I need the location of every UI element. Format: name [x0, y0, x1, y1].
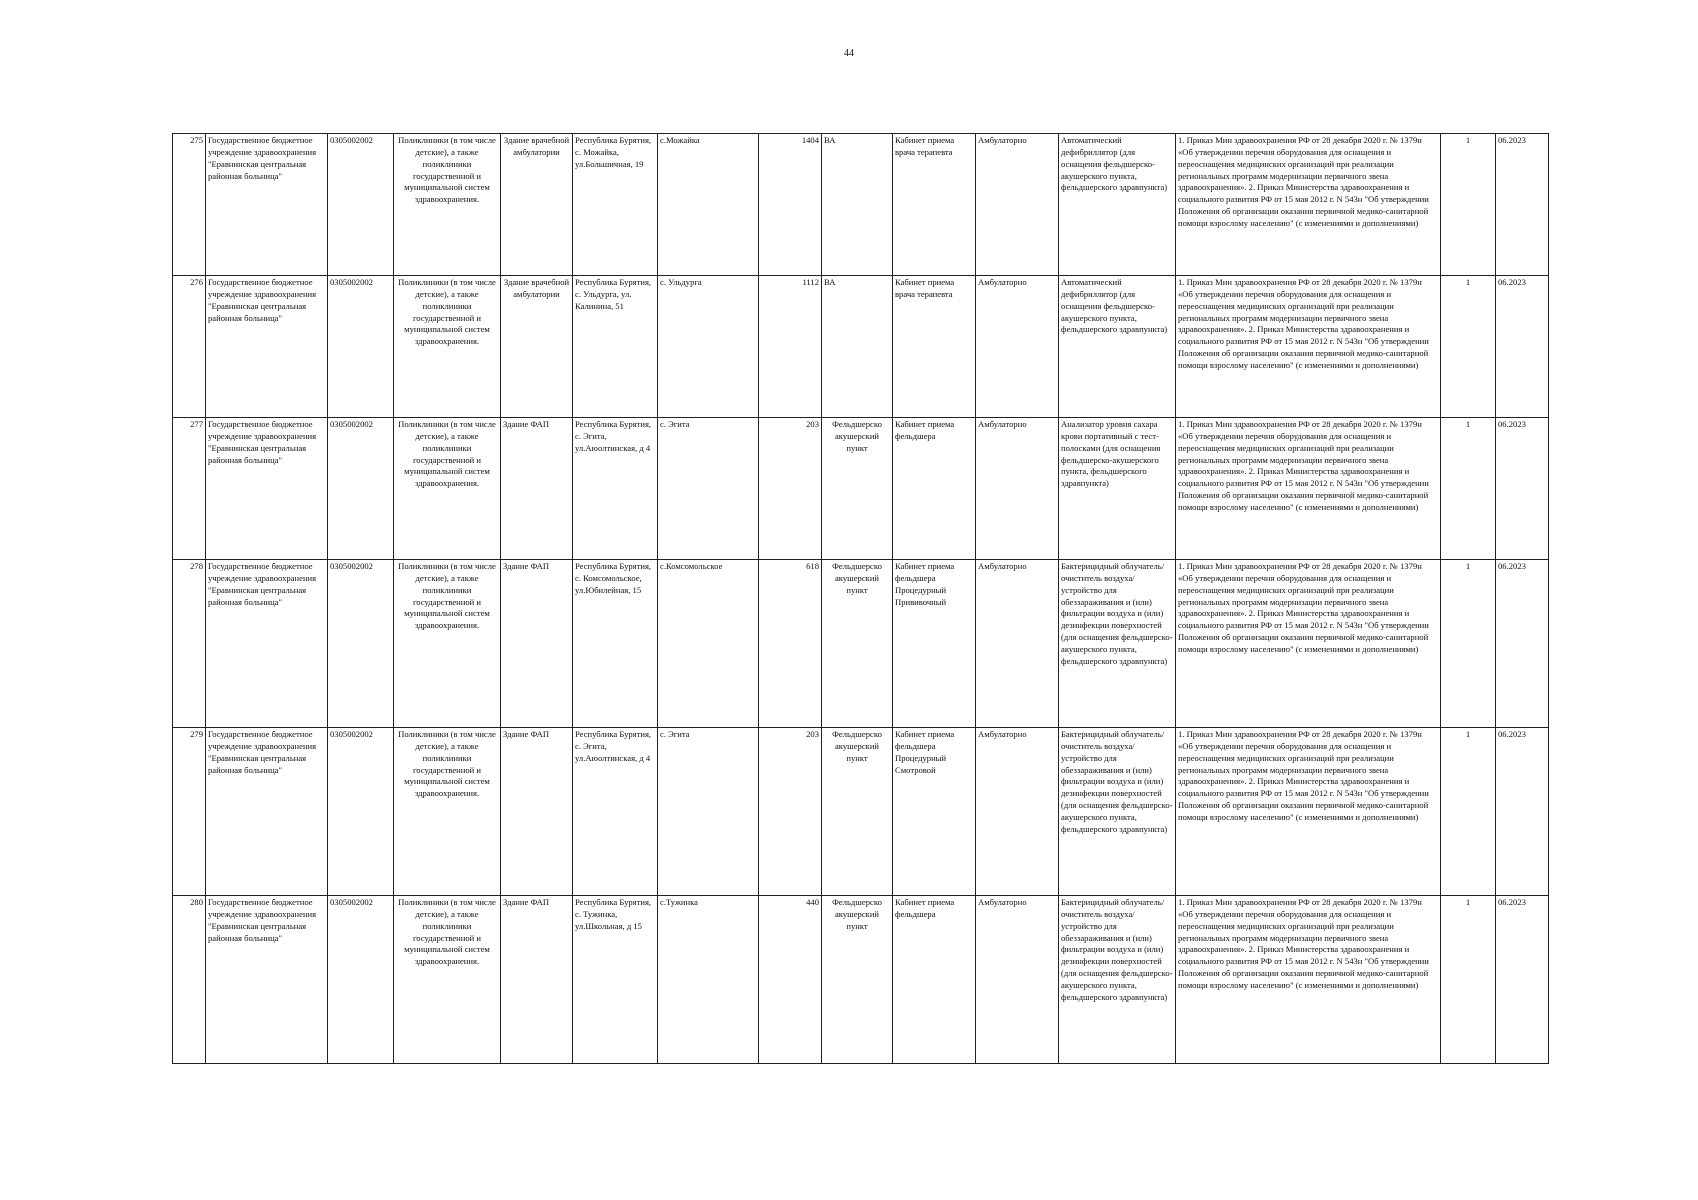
locality: с. Эгита — [658, 728, 759, 896]
population: 1112 — [759, 276, 822, 418]
quantity: 1 — [1441, 276, 1496, 418]
population: 440 — [759, 896, 822, 1064]
table-row — [173, 728, 1549, 896]
delivery-date: 06.2023 — [1496, 418, 1549, 560]
organization-code: 0305002002 — [328, 418, 394, 560]
delivery-date: 06.2023 — [1496, 276, 1549, 418]
unit-type: ВА — [822, 276, 893, 418]
page-number: 44 — [844, 48, 854, 59]
organization-code: 0305002002 — [328, 728, 394, 896]
organization-name: Государственное бюджетное учреждение здравоохранения "Еравнинская центральная районная больница" — [206, 418, 328, 560]
building: Здание ФАП — [501, 560, 573, 728]
locality: с.Комсомольское — [658, 560, 759, 728]
unit-type: Фельдшерско акушерский пункт — [822, 896, 893, 1064]
address: Республика Бурятия, с. Можайка, ул.Большичная, 19 — [573, 134, 658, 276]
population: 618 — [759, 560, 822, 728]
equipment: Автоматический дефибриллятор (для оснащения фельдшерско-акушерского пункта, фельдшерского здравпункта) — [1059, 134, 1176, 276]
population: 203 — [759, 418, 822, 560]
care-condition: Амбулаторно — [976, 418, 1059, 560]
institution-type: Поликлиники (в том числе детские), а также поликлиники государственной и муниципальной систем здравоохранения. — [394, 418, 501, 560]
institution-type: Поликлиники (в том числе детские), а также поликлиники государственной и муниципальной систем здравоохранения. — [394, 728, 501, 896]
room: Кабинет приема фельдшера — [893, 418, 976, 560]
quantity: 1 — [1441, 896, 1496, 1064]
legal-basis: 1. Приказ Мин здравоохранения РФ от 28 декабря 2020 г. № 1379н «Об утверждении перечня оборудования для оснащения и переоснащения медицинских организаций при реализации региональных программ модернизации первичного звена здравоохранения». 2. Приказ Министерства здравоохранения и социального развития РФ от 15 мая 2012 г. N 543н "Об утверждении Положения об организации оказания первичной медико-санитарной помощи взрослому населению" (с изменениями и дополнениями) — [1176, 728, 1441, 896]
row-number: 275 — [173, 134, 206, 276]
delivery-date: 06.2023 — [1496, 728, 1549, 896]
care-condition: Амбулаторно — [976, 560, 1059, 728]
delivery-date: 06.2023 — [1496, 560, 1549, 728]
quantity: 1 — [1441, 728, 1496, 896]
quantity: 1 — [1441, 418, 1496, 560]
delivery-date: 06.2023 — [1496, 896, 1549, 1064]
organization-code: 0305002002 — [328, 560, 394, 728]
address: Республика Бурятия, с. Эгита, ул.Аюолтинская, д 4 — [573, 418, 658, 560]
institution-type: Поликлиники (в том числе детские), а также поликлиники государственной и муниципальной систем здравоохранения. — [394, 896, 501, 1064]
locality: с. Эгита — [658, 418, 759, 560]
unit-type: Фельдшерско акушерский пункт — [822, 560, 893, 728]
organization-code: 0305002002 — [328, 134, 394, 276]
institution-type: Поликлиники (в том числе детские), а также поликлиники государственной и муниципальной систем здравоохранения. — [394, 134, 501, 276]
organization-name: Государственное бюджетное учреждение здравоохранения "Еравнинская центральная районная больница" — [206, 276, 328, 418]
organization-name: Государственное бюджетное учреждение здравоохранения "Еравнинская центральная районная больница" — [206, 134, 328, 276]
quantity: 1 — [1441, 560, 1496, 728]
equipment: Бактерицидный облучатель/очиститель воздуха/устройство для обеззараживания и (или) фильтрации воздуха и (или) дезинфекции поверхностей (для оснащения фельдшерско-акушерского пункта, фельдшерского здравпункта) — [1059, 728, 1176, 896]
legal-basis: 1. Приказ Мин здравоохранения РФ от 28 декабря 2020 г. № 1379н «Об утверждении перечня оборудования для оснащения и переоснащения медицинских организаций при реализации региональных программ модернизации первичного звена здравоохранения». 2. Приказ Министерства здравоохранения и социального развития РФ от 15 мая 2012 г. N 543н "Об утверждении Положения об организации оказания первичной медико-санитарной помощи взрослому населению" (с изменениями и дополнениями) — [1176, 418, 1441, 560]
room: Кабинет приема врача терапевта — [893, 134, 976, 276]
population: 203 — [759, 728, 822, 896]
room: Кабинет приема фельдшера — [893, 896, 976, 1064]
row-number: 276 — [173, 276, 206, 418]
locality: с.Можайка — [658, 134, 759, 276]
delivery-date: 06.2023 — [1496, 134, 1549, 276]
organization-name: Государственное бюджетное учреждение здравоохранения "Еравнинская центральная районная больница" — [206, 560, 328, 728]
equipment: Бактерицидный облучатель/очиститель воздуха/устройство для обеззараживания и (или) фильтрации воздуха и (или) дезинфекции поверхностей (для оснащения фельдшерско-акушерского пункта, фельдшерского здравпункта) — [1059, 896, 1176, 1064]
unit-type: ВА — [822, 134, 893, 276]
care-condition: Амбулаторно — [976, 896, 1059, 1064]
legal-basis: 1. Приказ Мин здравоохранения РФ от 28 декабря 2020 г. № 1379н «Об утверждении перечня оборудования для оснащения и переоснащения медицинских организаций при реализации региональных программ модернизации первичного звена здравоохранения». 2. Приказ Министерства здравоохранения и социального развития РФ от 15 мая 2012 г. N 543н "Об утверждении Положения об организации оказания первичной медико-санитарной помощи взрослому населению" (с изменениями и дополнениями) — [1176, 896, 1441, 1064]
address: Республика Бурятия, с. Тужинка, ул.Школьная, д 15 — [573, 896, 658, 1064]
table-row — [173, 276, 1549, 418]
building: Здание ФАП — [501, 418, 573, 560]
room: Кабинет приема фельдшера Процедурный Прививочный — [893, 560, 976, 728]
care-condition: Амбулаторно — [976, 728, 1059, 896]
legal-basis: 1. Приказ Мин здравоохранения РФ от 28 декабря 2020 г. № 1379н «Об утверждении перечня оборудования для оснащения и переоснащения медицинских организаций при реализации региональных программ модернизации первичного звена здравоохранения». 2. Приказ Министерства здравоохранения и социального развития РФ от 15 мая 2012 г. N 543н "Об утверждении Положения об организации оказания первичной медико-санитарной помощи взрослому населению" (с изменениями и дополнениями) — [1176, 134, 1441, 276]
legal-basis: 1. Приказ Мин здравоохранения РФ от 28 декабря 2020 г. № 1379н «Об утверждении перечня оборудования для оснащения и переоснащения медицинских организаций при реализации региональных программ модернизации первичного звена здравоохранения». 2. Приказ Министерства здравоохранения и социального развития РФ от 15 мая 2012 г. N 543н "Об утверждении Положения об организации оказания первичной медико-санитарной помощи взрослому населению" (с изменениями и дополнениями) — [1176, 560, 1441, 728]
building: Здание врачебной амбулатории — [501, 134, 573, 276]
unit-type: Фельдшерско акушерский пункт — [822, 728, 893, 896]
institution-type: Поликлиники (в том числе детские), а также поликлиники государственной и муниципальной систем здравоохранения. — [394, 276, 501, 418]
room: Кабинет приема фельдшера Процедурный Смотровой — [893, 728, 976, 896]
locality: с. Ульдурга — [658, 276, 759, 418]
equipment: Анализатор уровня сахара крови портативный с тест-полосками (для оснащения фельдшерско-акушерского пункта, фельдшерского здравпункта) — [1059, 418, 1176, 560]
table-row — [173, 134, 1549, 276]
organization-code: 0305002002 — [328, 276, 394, 418]
locality: с.Тужинка — [658, 896, 759, 1064]
equipment: Автоматический дефибриллятор (для оснащения фельдшерско-акушерского пункта, фельдшерского здравпункта) — [1059, 276, 1176, 418]
building: Здание ФАП — [501, 896, 573, 1064]
building: Здание ФАП — [501, 728, 573, 896]
table-row — [173, 896, 1549, 1064]
table-row — [173, 560, 1549, 728]
legal-basis: 1. Приказ Мин здравоохранения РФ от 28 декабря 2020 г. № 1379н «Об утверждении перечня оборудования для оснащения и переоснащения медицинских организаций при реализации региональных программ модернизации первичного звена здравоохранения». 2. Приказ Министерства здравоохранения и социального развития РФ от 15 мая 2012 г. N 543н "Об утверждении Положения об организации оказания первичной медико-санитарной помощи взрослому населению" (с изменениями и дополнениями) — [1176, 276, 1441, 418]
population: 1404 — [759, 134, 822, 276]
table-row — [173, 418, 1549, 560]
organization-name: Государственное бюджетное учреждение здравоохранения "Еравнинская центральная районная больница" — [206, 896, 328, 1064]
row-number: 278 — [173, 560, 206, 728]
row-number: 277 — [173, 418, 206, 560]
address: Республика Бурятия, с. Ульдурга, ул. Калинина, 51 — [573, 276, 658, 418]
organization-code: 0305002002 — [328, 896, 394, 1064]
building: Здание врачебной амбулатории — [501, 276, 573, 418]
organization-name: Государственное бюджетное учреждение здравоохранения "Еравнинская центральная районная больница" — [206, 728, 328, 896]
address: Республика Бурятия, с. Эгита, ул.Аюолтинская, д 4 — [573, 728, 658, 896]
institution-type: Поликлиники (в том числе детские), а также поликлиники государственной и муниципальной систем здравоохранения. — [394, 560, 501, 728]
address: Республика Бурятия, с. Комсомольское, ул.Юбилейная, 15 — [573, 560, 658, 728]
equipment: Бактерицидный облучатель/очиститель воздуха/устройство для обеззараживания и (или) фильтрации воздуха и (или) дезинфекции поверхностей (для оснащения фельдшерско-акушерского пункта, фельдшерского здравпункта) — [1059, 560, 1176, 728]
care-condition: Амбулаторно — [976, 134, 1059, 276]
unit-type: Фельдшерско акушерский пункт — [822, 418, 893, 560]
care-condition: Амбулаторно — [976, 276, 1059, 418]
equipment-register-table — [172, 133, 1549, 1064]
room: Кабинет приема врача терапевта — [893, 276, 976, 418]
row-number: 280 — [173, 896, 206, 1064]
quantity: 1 — [1441, 134, 1496, 276]
row-number: 279 — [173, 728, 206, 896]
